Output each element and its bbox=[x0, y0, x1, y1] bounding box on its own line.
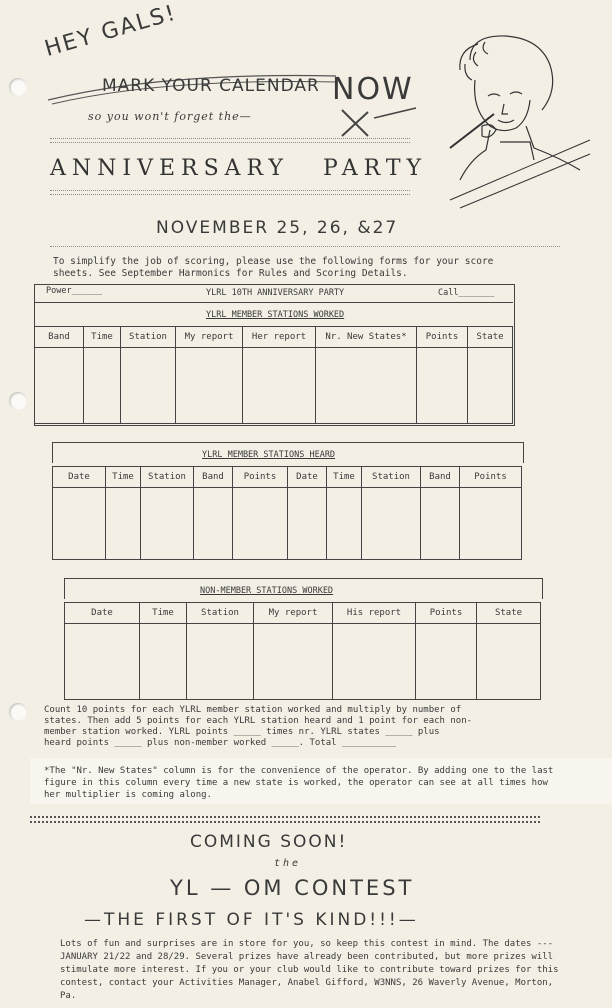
col-station: Station bbox=[121, 327, 176, 348]
divider bbox=[30, 816, 540, 818]
new-states-note: *The "Nr. New States" column is for the convenience of the operator. By adding one to the last figure in this column every time a new state is worked, the operator can see at all times how her multiplier is coming along. bbox=[44, 766, 554, 800]
call-label: Call_______ bbox=[438, 288, 495, 298]
scoring-line: heard points _____ plus non-member worked _____. Total __________ bbox=[44, 738, 397, 748]
form3-section-title: NON-MEMBER STATIONS WORKED bbox=[200, 586, 334, 596]
pencil-mark bbox=[330, 106, 420, 142]
non-member-table bbox=[64, 602, 541, 700]
col-station: Station bbox=[187, 603, 254, 624]
col-points: Points bbox=[233, 467, 288, 488]
scoring-instructions bbox=[44, 705, 544, 749]
col-station-2: Station bbox=[362, 467, 421, 488]
member-worked-table bbox=[34, 326, 513, 424]
col-date: Date bbox=[53, 467, 106, 488]
col-band: Band bbox=[194, 467, 233, 488]
divider bbox=[50, 138, 410, 139]
binder-hole bbox=[9, 392, 27, 410]
col-time: Time bbox=[84, 327, 121, 348]
lady-illustration bbox=[430, 30, 595, 210]
power-label: Power______ bbox=[46, 286, 103, 296]
col-time: Time bbox=[140, 603, 187, 624]
divider bbox=[50, 190, 410, 191]
forget-text: so you won't forget the— bbox=[88, 110, 252, 123]
party-dates: NOVEMBER 25, 26, &27 bbox=[156, 218, 399, 238]
col-state: State bbox=[477, 603, 541, 624]
col-date: Date bbox=[65, 603, 140, 624]
col-station: Station bbox=[141, 467, 194, 488]
member-heard-table bbox=[52, 466, 522, 560]
form1-title: YLRL 10TH ANNIVERSARY PARTY bbox=[206, 288, 345, 298]
col-time-2: Time bbox=[327, 467, 362, 488]
scoring-line: states. Then add 5 points for each YLRL station heard and 1 point for each non- bbox=[44, 716, 473, 726]
table-row bbox=[65, 624, 541, 700]
form1-divider bbox=[34, 302, 513, 303]
col-band: Band bbox=[35, 327, 84, 348]
col-date-2: Date bbox=[288, 467, 327, 488]
col-state: State bbox=[468, 327, 513, 348]
mark-calendar-text: MARK YOUR CALENDAR bbox=[102, 76, 320, 96]
form1-section-title: YLRL MEMBER STATIONS WORKED bbox=[206, 310, 345, 320]
col-her-report: Her report bbox=[243, 327, 316, 348]
col-points: Points bbox=[416, 603, 477, 624]
yl-om-contest-title: YL — OM CONTEST bbox=[170, 876, 415, 900]
divider bbox=[50, 194, 410, 195]
anniversary-party-title bbox=[50, 156, 427, 181]
scoring-line: member station worked. YLRL points _____ times nr. YLRL states _____ plus bbox=[44, 727, 440, 737]
party-word-anniversary: ANNIVERSARY bbox=[50, 156, 289, 181]
table-row bbox=[35, 348, 513, 424]
col-my-report: My report bbox=[176, 327, 243, 348]
coming-soon-heading: COMING SOON! bbox=[190, 832, 348, 852]
col-points-2: Points bbox=[460, 467, 522, 488]
intro-paragraph: To simplify the job of scoring, please use the following forms for your score sheets. See September Harmonics for Rules and Scoring Details. bbox=[53, 256, 494, 279]
now-text: NOW bbox=[332, 72, 414, 107]
divider bbox=[50, 142, 410, 143]
col-band-2: Band bbox=[421, 467, 460, 488]
divider bbox=[50, 246, 560, 247]
col-new-states: Nr. New States* bbox=[316, 327, 417, 348]
table-row bbox=[53, 488, 522, 560]
col-his-report: His report bbox=[333, 603, 416, 624]
hey-gals-heading: HEY GALS! bbox=[42, 0, 180, 63]
contest-description: Lots of fun and surprises are in store for you, so keep this contest in mind. The dates --- JANUARY 21/22 and 28/29. Several prizes have already been contributed, but more prizes will stimulate more interest. If you or your club would like to contribute toward prizes for this contest, contact your Activities Manager, Anabel Gifford, W3NNS, 26 Waverly Avenue, Morton, Pa. bbox=[60, 939, 559, 1001]
col-time: Time bbox=[106, 467, 141, 488]
the-text: the bbox=[274, 858, 302, 869]
binder-hole bbox=[9, 78, 27, 96]
col-points: Points bbox=[417, 327, 468, 348]
scoring-line: Count 10 points for each YLRL member station worked and multiply by number of bbox=[44, 705, 462, 715]
divider bbox=[30, 821, 540, 823]
first-of-its-kind: —THE FIRST OF IT'S KIND!!!— bbox=[84, 910, 419, 930]
col-my-report: My report bbox=[254, 603, 333, 624]
binder-hole bbox=[9, 703, 27, 721]
party-word-party: PARTY bbox=[322, 156, 428, 181]
form2-section-title: YLRL MEMBER STATIONS HEARD bbox=[202, 450, 336, 460]
